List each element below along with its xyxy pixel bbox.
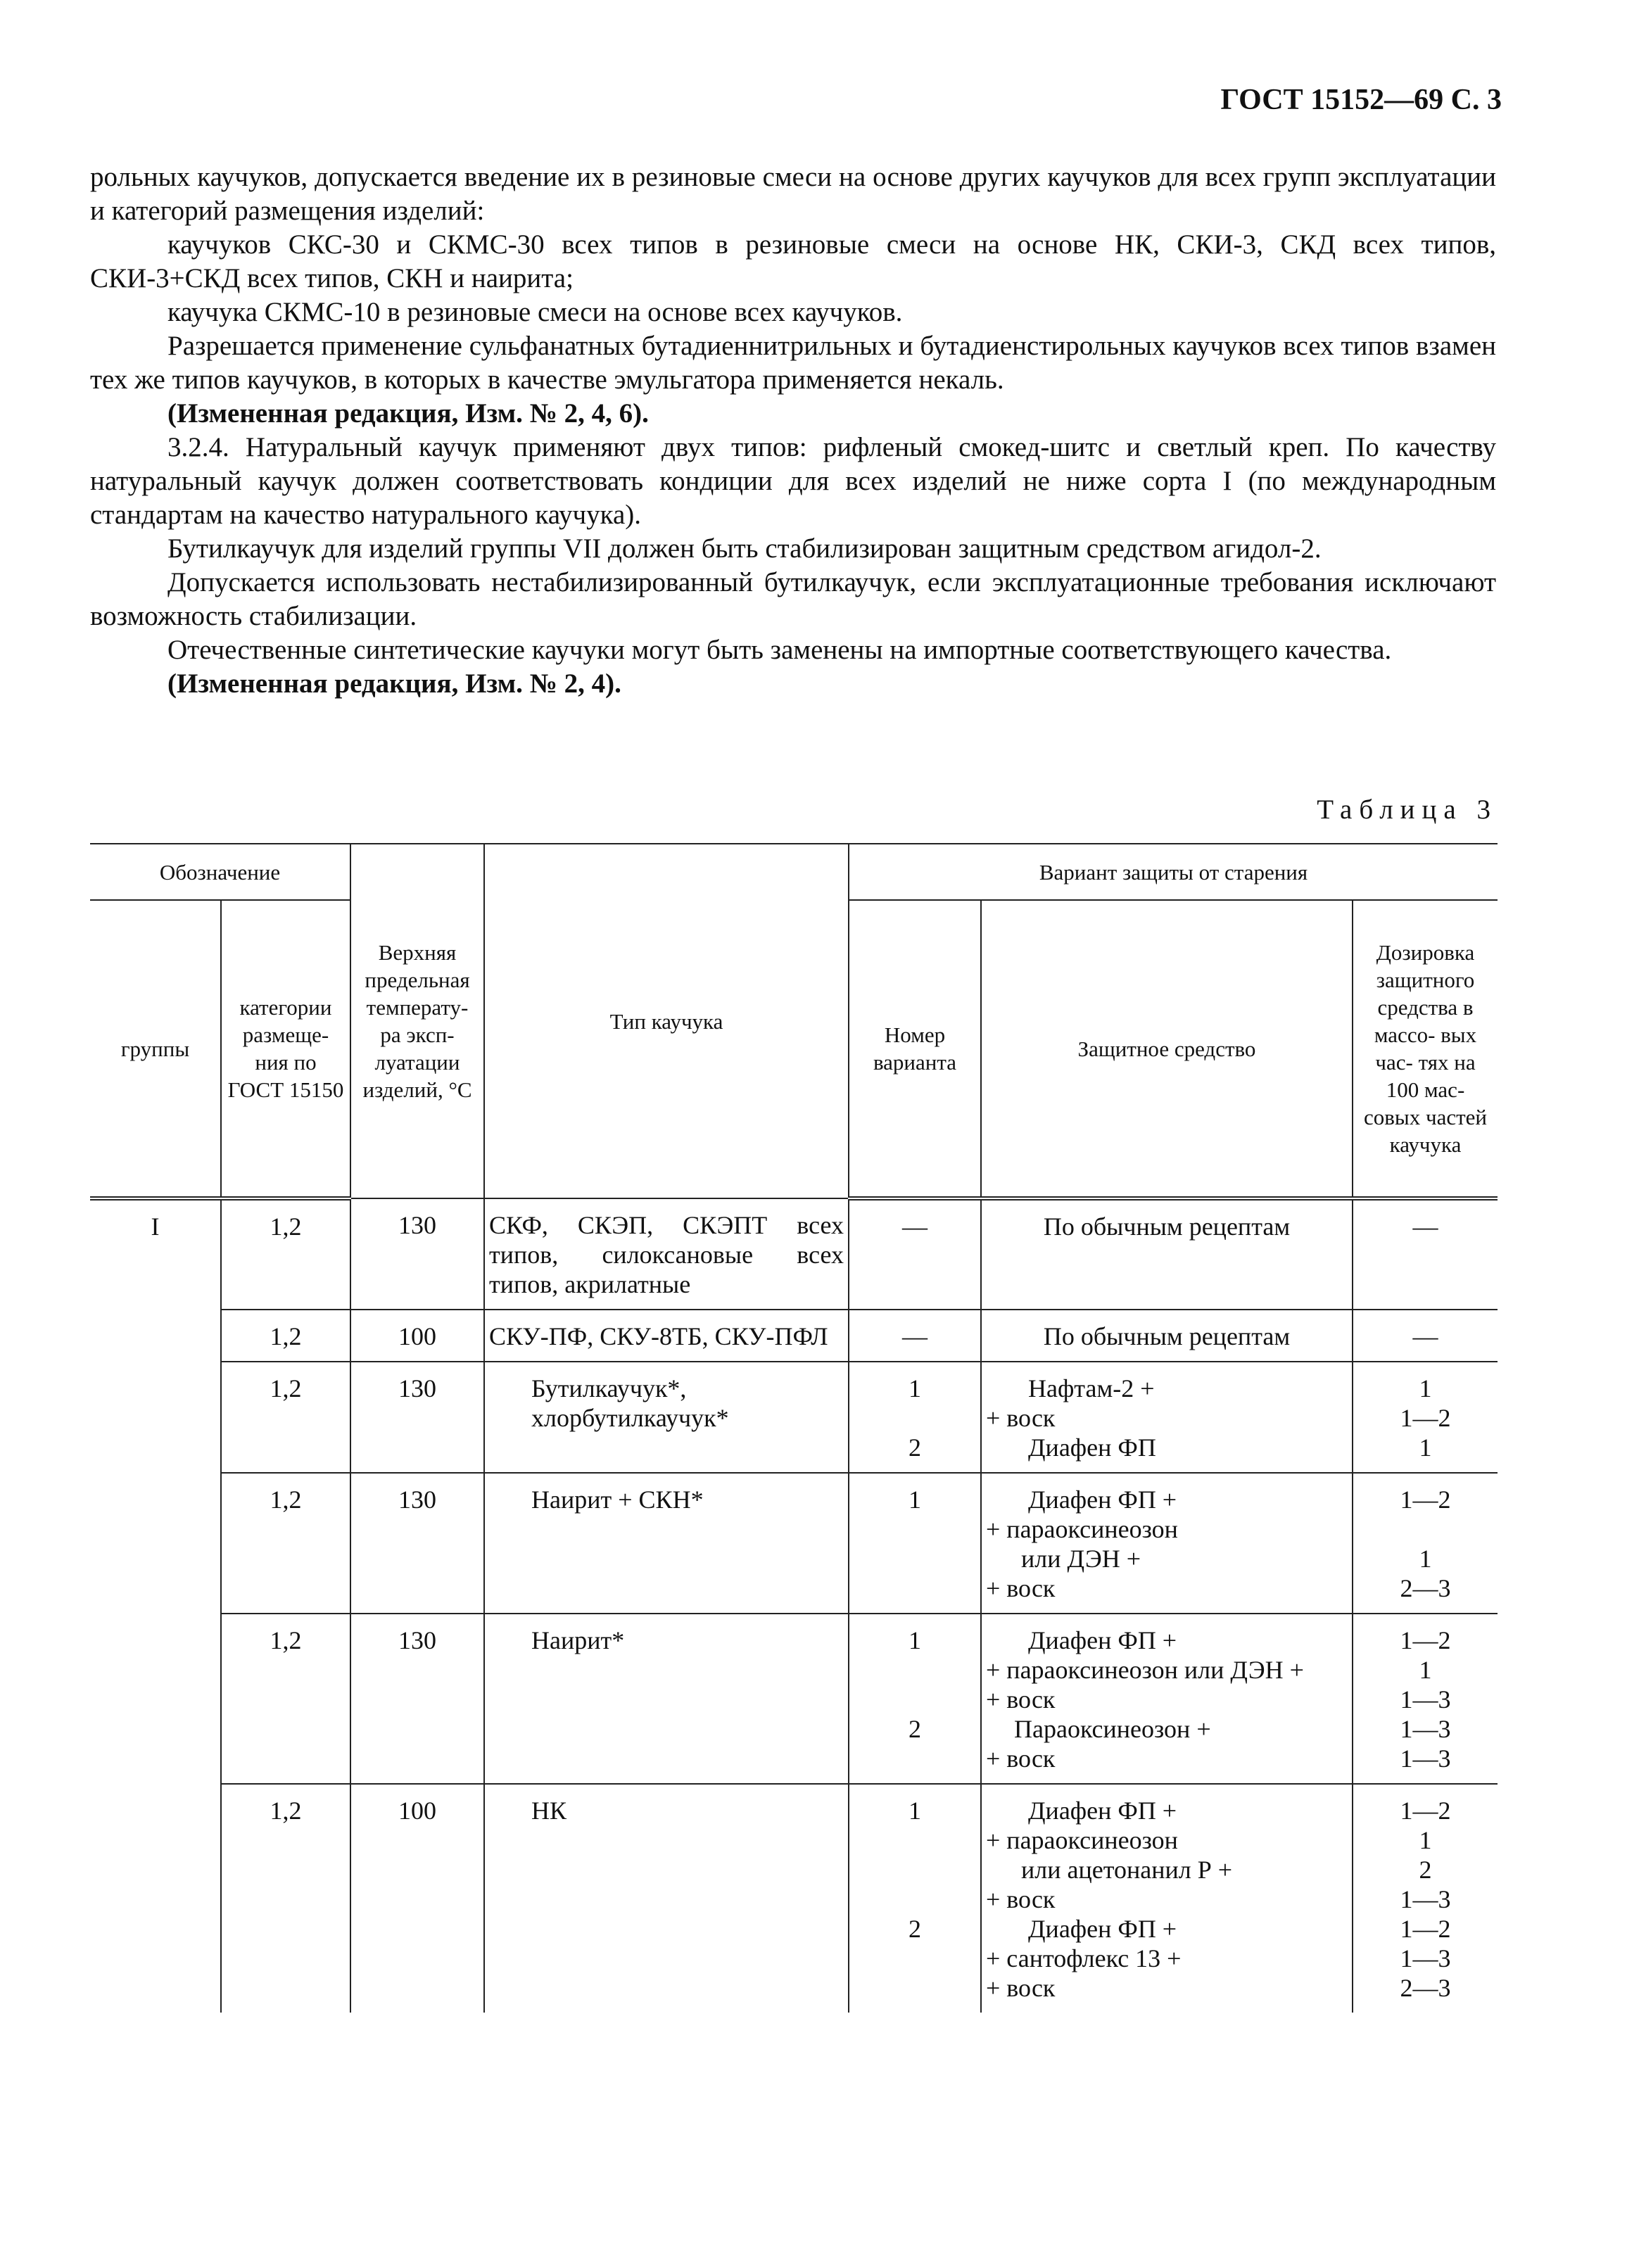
paragraph: рольных каучуков, допускается введение их в резиновые смеси на основе других каучуков для всех групп эксплуатации и категорий размещения изделий: <box>90 162 1496 226</box>
group-cell: I <box>90 1198 221 2013</box>
dosage-line: — <box>1412 1212 1438 1241</box>
dosage-line: 2 <box>1419 1856 1432 1884</box>
agent-line: Нафтам-2 + <box>1028 1374 1155 1402</box>
agent-line: Диафен ФП + <box>1028 1915 1177 1943</box>
rubber-cell <box>484 1614 849 1784</box>
dosage-line: 1—2 <box>1400 1915 1451 1943</box>
dosage-cell <box>1353 1310 1498 1362</box>
agent-line: + воск <box>986 1885 1056 1913</box>
agent-line: или ДЭН + <box>1021 1545 1141 1573</box>
rubber-cell <box>484 1310 849 1362</box>
table-row <box>90 1614 1498 1784</box>
dosage-line: 1—3 <box>1400 1715 1451 1743</box>
table-row <box>90 1784 1498 2013</box>
dosage-cell <box>1353 1473 1498 1614</box>
variant-line: 1 <box>909 1797 921 1825</box>
temperature-cell: 100 <box>350 1784 484 2013</box>
variant-line: 1 <box>909 1485 921 1514</box>
amendment-note: (Измененная редакция, Изм. № 2, 4, 6). <box>167 398 649 429</box>
paragraph: Разрешается применение сульфанатных бутадиеннитрильных и бутадиенстирольных каучуков всех типов взамен тех же типов каучуков, в которых в качестве эмульгатора применяется некаль. <box>90 331 1496 395</box>
agent-cell <box>981 1198 1353 1310</box>
dosage-line: 1—2 <box>1400 1626 1451 1654</box>
body-text <box>90 160 1496 701</box>
variant-line: 2 <box>909 1433 921 1462</box>
agent-line: По обычным рецептам <box>1043 1322 1291 1350</box>
header-rubber-type: Тип каучука <box>484 844 849 1198</box>
rubber-cell <box>484 1784 849 2013</box>
category-cell: 1,2 <box>221 1473 350 1614</box>
dosage-line: 1—3 <box>1400 1685 1451 1713</box>
table-3 <box>90 843 1498 2013</box>
agent-line: По обычным рецептам <box>1043 1212 1291 1241</box>
category-cell: 1,2 <box>221 1198 350 1310</box>
rubber-cell <box>484 1473 849 1614</box>
dosage-cell <box>1353 1614 1498 1784</box>
agent-cell <box>981 1784 1353 2013</box>
dosage-cell <box>1353 1198 1498 1310</box>
header-protection-variant: Вариант защиты от старения <box>849 844 1498 900</box>
dosage-cell <box>1353 1362 1498 1473</box>
paragraph: 3.2.4. Натуральный каучук применяют двух типов: рифленый смокед-шитс и светлый креп. По качеству натуральный каучук должен соответствовать кондиции для всех изделий не ниже сорта I (по международным стандартам на качество натурального каучука). <box>90 432 1496 530</box>
variant-cell <box>849 1473 981 1614</box>
agent-cell <box>981 1614 1353 1784</box>
agent-line: + воск <box>986 1404 1056 1432</box>
variant-line: 2 <box>909 1915 921 1943</box>
agent-line: + сантофлекс 13 + <box>986 1944 1182 1972</box>
rubber-text: СКФ, СКЭП, СКЭПТ всех типов, силоксановые всех типов, акрилатные <box>489 1211 844 1298</box>
variant-cell <box>849 1362 981 1473</box>
agent-line: Диафен ФП + <box>1028 1485 1177 1514</box>
dosage-line: 1 <box>1419 1433 1432 1462</box>
variant-cell <box>849 1784 981 2013</box>
variant-line <box>854 1403 976 1433</box>
agent-line: + воск <box>986 1574 1056 1602</box>
variant-line <box>854 1944 976 1973</box>
dosage-line: 1 <box>1419 1826 1432 1854</box>
table-row <box>90 1473 1498 1614</box>
agent-cell <box>981 1473 1353 1614</box>
rubber-cell <box>484 1198 849 1310</box>
variant-line <box>854 1655 976 1685</box>
rubber-text: Наирит + СКН* <box>531 1485 704 1514</box>
dosage-line: 2—3 <box>1400 1974 1451 2002</box>
temperature-cell: 130 <box>350 1362 484 1473</box>
agent-line: Диафен ФП + <box>1028 1797 1177 1825</box>
header-protective-agent: Защитное средство <box>981 900 1353 1198</box>
temperature-cell: 100 <box>350 1310 484 1362</box>
dosage-line: 1 <box>1419 1374 1432 1402</box>
variant-cell <box>849 1198 981 1310</box>
agent-line: + параоксинеозон <box>986 1515 1178 1543</box>
variant-cell <box>849 1310 981 1362</box>
dosage-line: 1—3 <box>1400 1944 1451 1972</box>
agent-cell <box>981 1362 1353 1473</box>
variant-line <box>854 1973 976 2003</box>
page-header: ГОСТ 15152—69 С. 3 <box>1220 84 1502 116</box>
paragraph: Отечественные синтетические каучуки могут быть заменены на импортные соответствующего качества. <box>167 635 1392 665</box>
category-cell: 1,2 <box>221 1614 350 1784</box>
header-temperature: Верхняя предельная температу- ра эксп- луатации изделий, °С <box>350 844 484 1198</box>
variant-line <box>854 1825 976 1855</box>
header-dosage: Дозировка защитного средства в массо- вых час- тях на 100 мас- совых частей каучука <box>1353 900 1498 1198</box>
rubber-cell <box>484 1362 849 1473</box>
dosage-line: 2—3 <box>1400 1574 1451 1602</box>
header-group: группы <box>90 900 221 1198</box>
table-row <box>90 1362 1498 1473</box>
agent-cell <box>981 1310 1353 1362</box>
temperature-cell: 130 <box>350 1198 484 1310</box>
paragraph: Бутилкаучук для изделий группы VII должен быть стабилизирован защитным средством агидол-2. <box>167 533 1322 564</box>
table-caption: Таблица 3 <box>1317 794 1498 825</box>
category-cell: 1,2 <box>221 1310 350 1362</box>
dosage-line: 1 <box>1419 1656 1432 1684</box>
dosage-line: 1—3 <box>1400 1744 1451 1773</box>
table-row <box>90 1310 1498 1362</box>
paragraph: Допускается использовать нестабилизированный бутилкаучук, если эксплуатационные требования исключают возможность стабилизации. <box>90 567 1496 631</box>
temperature-cell: 130 <box>350 1614 484 1784</box>
category-cell: 1,2 <box>221 1362 350 1473</box>
variant-line: — <box>902 1322 928 1350</box>
rubber-text: СКУ-ПФ, СКУ-8ТБ, СКУ-ПФЛ <box>489 1322 828 1350</box>
agent-line: + воск <box>986 1974 1056 2002</box>
rubber-text: НК <box>531 1797 567 1825</box>
table-row <box>90 1198 1498 1310</box>
agent-line: Диафен ФП + <box>1028 1626 1177 1654</box>
paragraph: каучуков СКС-30 и СКМС-30 всех типов в резиновые смеси на основе НК, СКИ-3, СКД всех типов, СКИ-3+СКД всех типов, СКН и наирита; <box>90 229 1496 293</box>
dosage-line <box>1357 1514 1493 1544</box>
variant-cell <box>849 1614 981 1784</box>
agent-line: + воск <box>986 1685 1056 1713</box>
header-variant-number: Номер варианта <box>849 900 981 1198</box>
header-designation: Обозначение <box>90 844 350 900</box>
variant-line <box>854 1744 976 1773</box>
variant-line <box>854 1884 976 1914</box>
agent-line: + параоксинеозон или ДЭН + <box>986 1656 1304 1684</box>
agent-line: или ацетонанил Р + <box>1021 1856 1233 1884</box>
dosage-line: 1—3 <box>1400 1885 1451 1913</box>
temperature-cell: 130 <box>350 1473 484 1614</box>
variant-line <box>854 1685 976 1714</box>
amendment-note: (Измененная редакция, Изм. № 2, 4). <box>167 669 621 699</box>
dosage-line: 1—2 <box>1400 1797 1451 1825</box>
agent-line: Параоксинеозон + <box>1014 1715 1211 1743</box>
variant-line: 2 <box>909 1715 921 1743</box>
variant-line: 1 <box>909 1374 921 1402</box>
agent-line: Диафен ФП <box>1028 1433 1156 1462</box>
dosage-cell <box>1353 1784 1498 2013</box>
agent-line: + параоксинеозон <box>986 1826 1178 1854</box>
paragraph: каучука СКМС-10 в резиновые смеси на основе всех каучуков. <box>167 297 903 327</box>
header-category: категории размеще- ния по ГОСТ 15150 <box>221 900 350 1198</box>
variant-line <box>854 1855 976 1884</box>
dosage-line: 1 <box>1419 1545 1432 1573</box>
agent-line: + воск <box>986 1744 1056 1773</box>
variant-line: 1 <box>909 1626 921 1654</box>
category-cell: 1,2 <box>221 1784 350 2013</box>
rubber-text: Бутилкаучук*, хлорбутилкаучук* <box>531 1374 729 1432</box>
dosage-line: 1—2 <box>1400 1485 1451 1514</box>
dosage-line: 1—2 <box>1400 1404 1451 1432</box>
rubber-text: Наирит* <box>531 1626 625 1654</box>
dosage-line: — <box>1412 1322 1438 1350</box>
variant-line: — <box>902 1212 928 1241</box>
